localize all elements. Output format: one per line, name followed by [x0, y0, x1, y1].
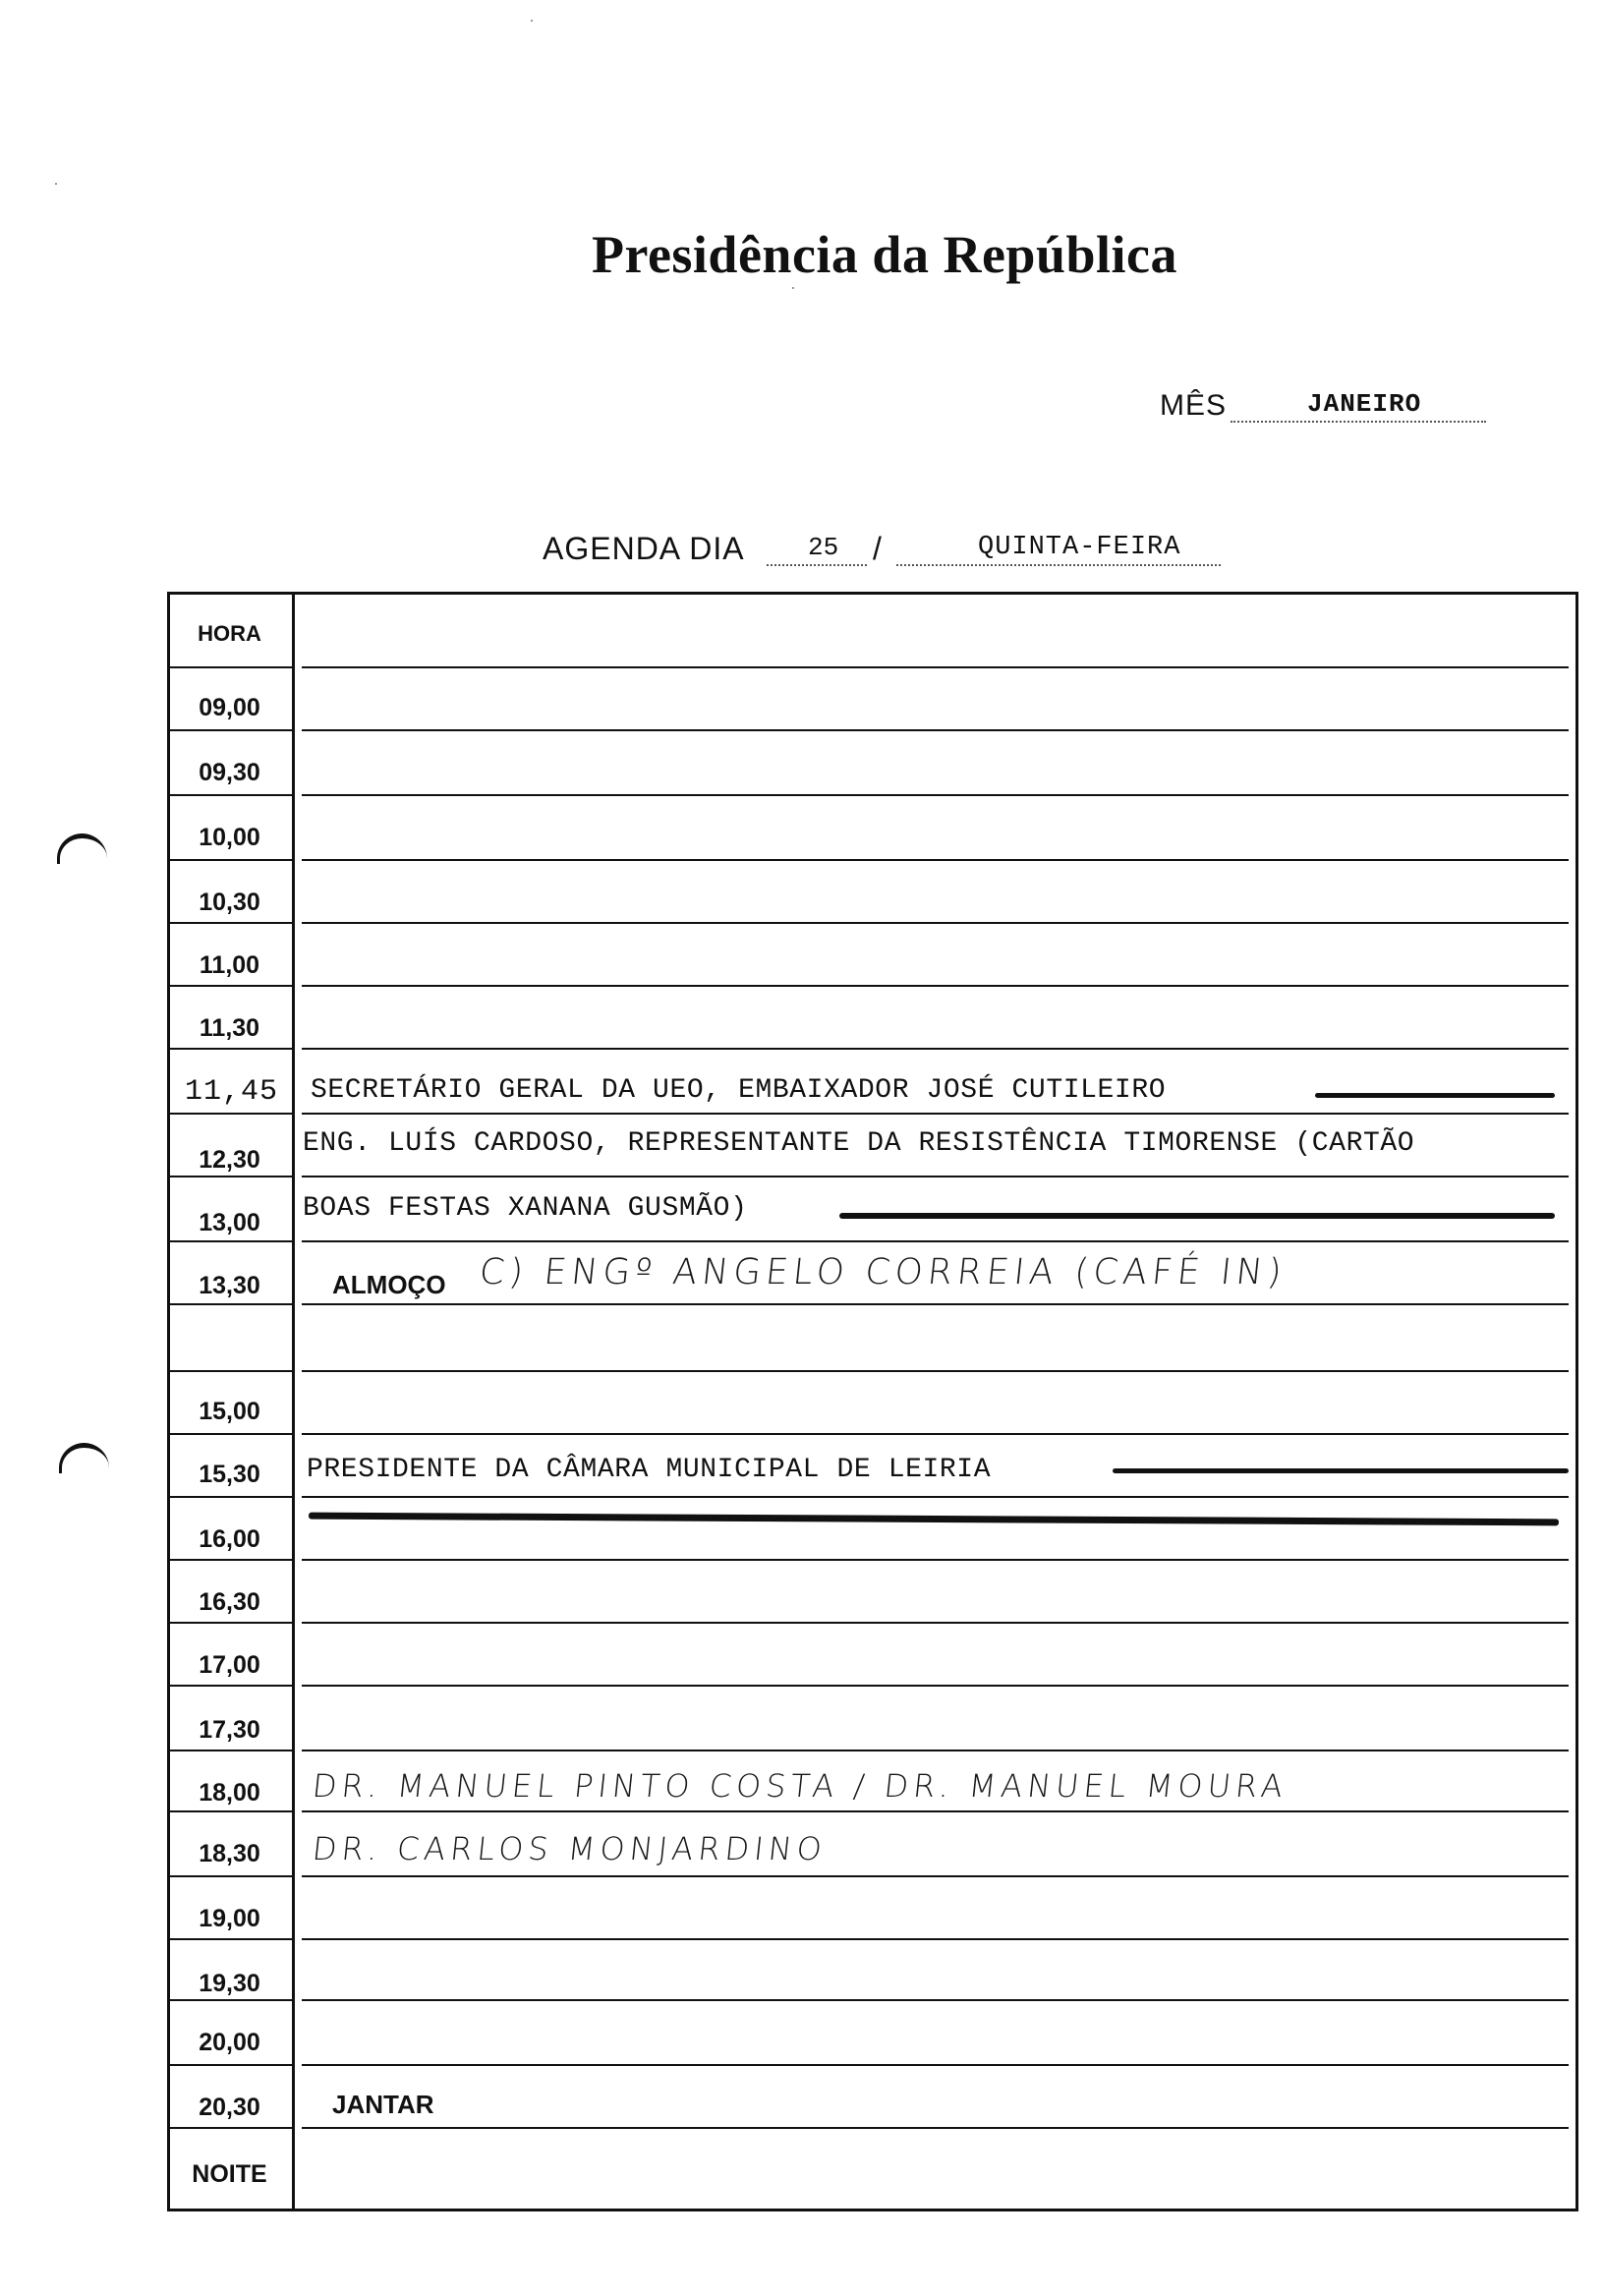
table-row	[167, 1496, 1578, 1559]
time-cell: 11,30	[199, 1014, 260, 1042]
day-dotted-line	[767, 564, 867, 566]
table-row	[167, 2127, 1578, 2210]
table-row	[167, 1750, 1578, 1810]
time-cell: 16,30	[199, 1588, 260, 1616]
table-row	[167, 1622, 1578, 1685]
table-row	[167, 1559, 1578, 1622]
table-row	[167, 1685, 1578, 1750]
strike-mark	[309, 1513, 1559, 1526]
time-cell: 11,00	[199, 951, 260, 979]
binder-hole-icon	[57, 833, 107, 864]
time-cell: 20,30	[199, 2094, 260, 2121]
table-row	[167, 1999, 1578, 2064]
appointment-text: SECRETÁRIO GERAL DA UEO, EMBAIXADOR JOSÉ CUTILEIRO	[311, 1075, 1167, 1106]
time-cell: 09,30	[199, 759, 260, 786]
time-cell: 13,00	[199, 1209, 260, 1236]
page-title: Presidência da República	[591, 225, 1178, 284]
table-header-row	[167, 594, 1578, 668]
binder-hole-icon	[59, 1443, 109, 1473]
appointment-text: JANTAR	[332, 2090, 434, 2119]
time-cell: 13,30	[199, 1272, 260, 1299]
table-row	[167, 2064, 1578, 2127]
date-separator: /	[873, 531, 882, 566]
time-cell: 19,00	[199, 1905, 260, 1932]
scan-speck	[55, 183, 57, 185]
month-label: MÊS	[1160, 389, 1228, 422]
time-cell: 19,30	[199, 1970, 260, 1997]
time-cell: 09,00	[199, 694, 260, 721]
table-row	[167, 1433, 1578, 1496]
hour-column-header: HORA	[198, 621, 261, 646]
time-cell: 10,30	[199, 889, 260, 916]
table-row	[167, 985, 1578, 1048]
underline-mark	[1113, 1468, 1569, 1473]
time-cell: 16,00	[199, 1525, 260, 1553]
table-row	[167, 731, 1578, 794]
appointment-text: ALMOÇO	[332, 1270, 446, 1299]
underline-mark	[839, 1213, 1555, 1219]
month-dotted-line	[1231, 421, 1486, 423]
time-cell: NOITE	[192, 2160, 267, 2188]
time-cell: 17,30	[199, 1716, 260, 1744]
scan-speck	[531, 20, 533, 22]
time-cell: 10,00	[199, 824, 260, 851]
time-cell: 15,00	[199, 1398, 260, 1425]
table-row	[167, 668, 1578, 731]
time-cell: 15,30	[199, 1461, 260, 1488]
time-cell: 18,30	[199, 1840, 260, 1867]
time-cell: 17,00	[199, 1651, 260, 1679]
table-row	[167, 1240, 1578, 1303]
table-row	[167, 1113, 1578, 1176]
scan-speck	[792, 287, 794, 289]
table-row	[167, 1048, 1578, 1113]
table-row	[167, 922, 1578, 985]
time-cell: 18,00	[199, 1779, 260, 1807]
table-row	[167, 1303, 1578, 1370]
table-row	[167, 859, 1578, 922]
handwritten-note: DR. CARLOS MONJARDINO	[311, 1830, 829, 1867]
table-row	[167, 1875, 1578, 1938]
table-row	[167, 1176, 1578, 1240]
weekday-dotted-line	[896, 564, 1221, 566]
table-row	[167, 1370, 1578, 1433]
appointment-text: ENG. LUÍS CARDOSO, REPRESENTANTE DA RESISTÊNCIA TIMORENSE (CARTÃO	[303, 1128, 1415, 1159]
time-cell: 12,30	[199, 1146, 260, 1174]
handwritten-note: C) ENGº ANGELO CORREIA (CAFÉ IN)	[477, 1252, 1289, 1292]
underline-mark	[1315, 1093, 1555, 1098]
appointment-text: BOAS FESTAS XANANA GUSMÃO)	[303, 1193, 748, 1224]
table-row	[167, 794, 1578, 859]
time-cell: 20,00	[199, 2029, 260, 2056]
agenda-day-label: AGENDA DIA	[543, 531, 745, 566]
day-value: 25	[808, 533, 839, 562]
time-cell: 11,45	[184, 1075, 278, 1109]
table-row	[167, 1810, 1578, 1875]
weekday-value: QUINTA-FEIRA	[978, 533, 1181, 562]
month-value: JANEIRO	[1307, 389, 1422, 419]
appointment-text: PRESIDENTE DA CÂMARA MUNICIPAL DE LEIRIA	[307, 1455, 992, 1485]
handwritten-note: DR. MANUEL PINTO COSTA / DR. MANUEL MOURA	[311, 1767, 1289, 1805]
table-row	[167, 1938, 1578, 1999]
